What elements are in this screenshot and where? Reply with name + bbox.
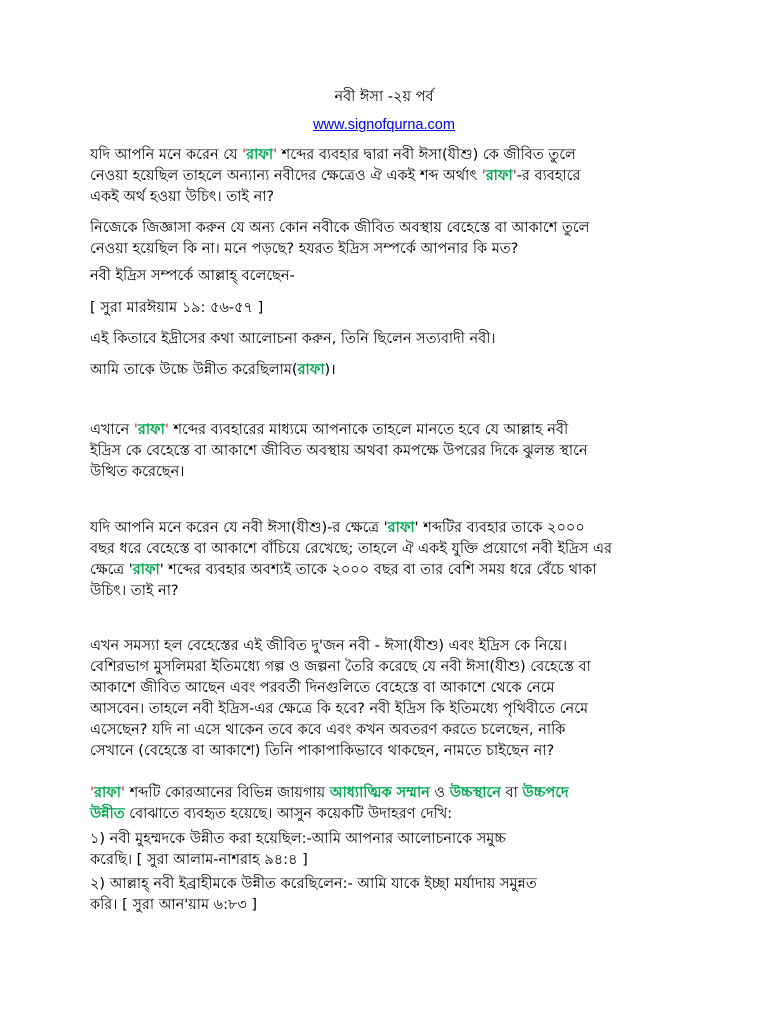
paragraph-10: 'রাফা' শব্দটি কোরআনের বিভিন্ন জায়গায় আধ্যাত্মিক সম্মান ও উচ্চস্থানে বা উচ্চপদে উন্নীত বোঝাতে ব্যবহৃত হয়েছে। আসুন কয়েকটি উদাহরণ দেখি: bbox=[90, 785, 569, 822]
paragraph-1: যদি আপনি মনে করেন যে 'রাফা' শব্দের ব্যবহার দ্বারা নবী ঈসা(যীশু) কে জীবিত তুলে নেওয়া হয়েছিল তাহলে অন্যান্য নবীদের ক্ষেত্রেও ঐ একই শব্দ অর্থাৎ 'রাফা'-র ব্যবহারে একই অর্থ হওয়া উচিৎ। তাই না? bbox=[90, 145, 690, 208]
text: এখন সমস্যা হল বেহেস্তের এই জীবিত দু'জন নবী - ঈসা(যীশু) এবং ইদ্রিস কে নিয়ে। bbox=[90, 638, 568, 654]
text: নেওয়া হয়েছিল কি না। মনে পড়ছে? হযরত ইদ্রিস সম্পর্কে আপনার কি মত? bbox=[90, 241, 519, 257]
text: ইদ্রিস কে বেহেস্তে বা আকাশে জীবিত অবস্থায় অথবা কমপক্ষে উপরের দিকে ঝুলন্ত স্থানে bbox=[90, 443, 588, 459]
rafa-term: রাফা bbox=[94, 785, 121, 801]
highlight-text: উচ্চপদে bbox=[522, 785, 569, 801]
text: নিজেকে জিজ্ঞাসা করুন যে অন্য কোন নবীকে জীবিত অবস্থায় বেহেস্তে বা আকাশে তুলে bbox=[90, 220, 590, 236]
text: বোঝাতে ব্যবহৃত হয়েছে। আসুন কয়েকটি উদাহরণ দেখি: bbox=[124, 806, 453, 822]
text: ' শব্দটির ব্যবহার তাকে ২০০০ bbox=[414, 520, 585, 536]
paragraph-5 bbox=[90, 329, 690, 350]
text: শব্দের ব্যবহারের মাধ্যমে আপনাকে তাহলে মানতে হবে যে আল্লাহ নবী bbox=[168, 422, 569, 438]
highlight-text: উচ্চস্থানে bbox=[449, 785, 501, 801]
text: বছর ধরে বেহেস্তে বা আকাশে বাঁচিয়ে রেখেছে; তাহলে ঐ একই যুক্তি প্রয়োগে নবী ইদ্রিস এর bbox=[90, 541, 613, 557]
text: ' শব্দের ব্যবহার অবশ্যই তাকে ২০০০ বছর বা তার বেশি সময় ধরে বেঁচে থাকা bbox=[159, 562, 597, 578]
rafa-term: রাফা bbox=[137, 422, 165, 438]
example-2 bbox=[90, 874, 690, 916]
text: করি। [ সুরা আন'য়াম ৬:৮৩ ] bbox=[90, 897, 258, 913]
paragraph-9 bbox=[90, 636, 690, 762]
text: শব্দের ব্যবহার দ্বারা নবী ঈসা(যীশু) কে জীবিত তুলে bbox=[277, 147, 576, 163]
text: ২) আল্লাহ্ নবী ইব্রাহীমকে উন্নীত করেছিলেন:- আমি যাকে ইচ্ছা মর্যাদায় সমুন্নত bbox=[90, 876, 537, 892]
text: [ সুরা মারঈয়াম ১৯: ৫৬-৫৭ ] bbox=[90, 300, 264, 316]
text: আমি তাকে উচ্চে উন্নীত করেছিলাম( bbox=[90, 362, 298, 378]
document-title: নবী ঈসা -২য় পর্ব bbox=[334, 89, 434, 105]
text: এই কিতাবে ইদ্রীসের কথা আলোচনা করুন, তিনি ছিলেন সত্যবাদী নবী। bbox=[90, 331, 496, 347]
text: বেশিরভাগ মুসলিমরা ইতিমধ্যে গল্প ও জল্পনা তৈরি করেছে যে নবী ঈসা(যীশু) বেহেস্তে বা bbox=[90, 659, 591, 675]
text: উত্থিত করেছেন। bbox=[90, 464, 185, 480]
highlight-text: আধ্যাত্মিক সম্মান bbox=[329, 785, 430, 801]
text: এখানে bbox=[90, 422, 134, 438]
text: করেছি। [ সুরা আলাম-নাশরাহ ৯৪:৪ ] bbox=[90, 852, 308, 868]
text: উচিৎ। তাই না? bbox=[90, 583, 179, 599]
text: নেওয়া হয়েছিল তাহলে অন্যান্য নবীদের ক্ষেত্রেও ঐ একই শব্দ অর্থাৎ bbox=[90, 168, 482, 184]
highlight-text: উন্নীত bbox=[90, 806, 125, 822]
text: একই অর্থ হওয়া উচিৎ। তাই না? bbox=[90, 189, 275, 205]
text: ক্ষেত্রে ' bbox=[90, 562, 133, 578]
text: নবী ইদ্রিস সম্পর্কে আল্লাহ্ বলেছেন- bbox=[90, 268, 295, 284]
rafa-term: রাফা bbox=[297, 362, 325, 378]
website-link[interactable]: www.signofqurna.com bbox=[313, 117, 455, 133]
paragraph-6 bbox=[90, 360, 690, 381]
paragraph-8 bbox=[90, 518, 690, 602]
example-1 bbox=[90, 829, 690, 871]
text: ১) নবী মুহম্মদকে উন্নীত করা হয়েছিল:-আমি আপনার আলোচনাকে সমুচ্চ bbox=[90, 831, 506, 847]
text: সেখানে (বেহেস্তে বা আকাশে) তিনি পাকাপাকিভাবে থাকছেন, নামতে চাইছেন না? bbox=[90, 743, 555, 759]
paragraph-2 bbox=[90, 218, 690, 260]
text: )। bbox=[324, 362, 336, 378]
text: এসেছেন? যদি না এসে থাকেন তবে কবে এবং কখন অবতরণ করতে চলেছেন, নাকি bbox=[90, 722, 566, 738]
text: শব্দটি কোরআনের বিভিন্ন জায়গায় bbox=[124, 785, 330, 801]
text: যদি আপনি মনে করেন যে bbox=[90, 147, 243, 163]
rafa-term: রাফা bbox=[485, 168, 513, 184]
text: ও bbox=[429, 785, 450, 801]
paragraph-3 bbox=[90, 266, 690, 287]
text: যদি আপনি মনে করেন যে নবী ঈসা(যীশু)-র ক্ষেত্রে ' bbox=[90, 520, 388, 536]
rafa-term: রাফা bbox=[387, 520, 415, 536]
text: বা bbox=[500, 785, 523, 801]
text: আকাশে জীবিত আছেন এবং পরবর্তী দিনগুলিতে বেহেস্তে বা আকাশে থেকে নেমে bbox=[90, 680, 555, 696]
text: -র ব্যবহারে bbox=[516, 168, 581, 184]
rafa-term: রাফা bbox=[246, 147, 274, 163]
text: আসবেন। তাহলে নবী ইদ্রিস-এর ক্ষেত্রে কি হবে? নবী ইদ্রিস কি ইতিমধ্যে পৃথিবীতে নেমে bbox=[90, 701, 589, 717]
rafa-term: রাফা bbox=[132, 562, 160, 578]
sura-reference bbox=[90, 298, 690, 319]
paragraph-7: এখানে 'রাফা' শব্দের ব্যবহারের মাধ্যমে আপনাকে তাহলে মানতে হবে যে আল্লাহ নবী ইদ্রিস কে বেহেস্তে বা আকাশে জীবিত অবস্থায় অথবা কমপক্ষে উপরের দিকে ঝুলন্ত স্থানে উত্থিত করেছেন। bbox=[90, 420, 690, 483]
